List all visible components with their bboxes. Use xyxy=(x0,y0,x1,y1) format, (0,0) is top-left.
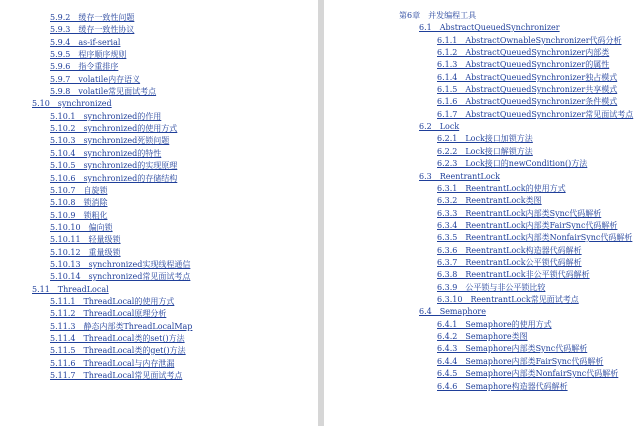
toc-subsection[interactable]: 5.9.6 指令重排序 xyxy=(50,62,119,71)
toc-section[interactable]: 6.4 Semaphore xyxy=(419,307,486,316)
toc-subsection[interactable]: 6.1.3 AbstractQueuedSynchronizer的属性 xyxy=(437,60,610,69)
toc-subsection[interactable]: 5.10.11 轻量级锁 xyxy=(50,235,121,244)
toc-subsection[interactable]: 5.9.5 程序顺序规则 xyxy=(50,50,127,59)
toc-subsection[interactable]: 5.10.5 synchronized的实现原理 xyxy=(50,161,178,170)
toc-subsection[interactable]: 5.11.3 静态内部类ThreadLocalMap xyxy=(50,322,193,331)
toc-subsection[interactable]: 5.10.6 synchronized的存储结构 xyxy=(50,174,178,183)
toc-subsection[interactable]: 6.2.1 Lock接口加锁方法 xyxy=(437,134,533,143)
toc-subsection[interactable]: 5.10.14 synchronized常见面试考点 xyxy=(50,272,191,281)
toc-subsection[interactable]: 6.4.6 Semaphore构造器代码解析 xyxy=(437,382,568,391)
toc-subsection[interactable]: 5.10.7 自旋锁 xyxy=(50,186,108,195)
toc-subsection[interactable]: 5.9.7 volatile内存语义 xyxy=(50,75,141,84)
toc-subsection[interactable]: 5.11.5 ThreadLocal类的get()方法 xyxy=(50,346,186,355)
toc-section[interactable]: 6.3 ReentrantLock xyxy=(419,172,500,181)
toc-subsection[interactable]: 5.9.3 缓存一致性协议 xyxy=(50,25,135,34)
toc-subsection[interactable]: 6.3.3 ReentrantLock内部类Sync代码解析 xyxy=(437,209,602,218)
toc-subsection[interactable]: 6.3.9 公平锁与非公平锁比较 xyxy=(437,283,546,292)
toc-subsection[interactable]: 6.1.1 AbstractOwnableSynchronizer代码分析 xyxy=(437,36,622,45)
toc-section[interactable]: 5.10 synchronized xyxy=(32,99,112,108)
toc-subsection[interactable]: 6.3.2 ReentrantLock类图 xyxy=(437,196,542,205)
toc-subsection[interactable]: 5.10.3 synchronized死锁问题 xyxy=(50,136,170,145)
toc-subsection[interactable]: 6.4.5 Semaphore内部类NonfairSync代码解析 xyxy=(437,369,619,378)
toc-subsection[interactable]: 6.2.3 Lock接口的newCondition()方法 xyxy=(437,159,588,168)
toc-subsection[interactable]: 5.10.8 锁消除 xyxy=(50,198,108,207)
toc-subsection[interactable]: 6.4.1 Semaphore的使用方式 xyxy=(437,320,552,329)
toc-subsection[interactable]: 6.1.7 AbstractQueuedSynchronizer常见面试考点 xyxy=(437,110,634,119)
toc-subsection[interactable]: 6.3.4 ReentrantLock内部类FairSync代码解析 xyxy=(437,221,618,230)
toc-subsection[interactable]: 6.1.6 AbstractQueuedSynchronizer条件模式 xyxy=(437,97,618,106)
toc-subsection[interactable]: 5.10.2 synchronized的使用方式 xyxy=(50,124,178,133)
toc-subsection[interactable]: 6.4.4 Semaphore内部类FairSync代码解析 xyxy=(437,357,604,366)
toc-subsection[interactable]: 6.1.2 AbstractQueuedSynchronizer内部类 xyxy=(437,48,610,57)
toc-subsection[interactable]: 5.10.1 synchronized的作用 xyxy=(50,112,162,121)
toc-chapter[interactable]: 第6章 并发编程工具 xyxy=(399,11,477,20)
toc-subsection[interactable]: 5.11.6 ThreadLocal与内存泄漏 xyxy=(50,359,175,368)
toc-subsection[interactable]: 6.3.6 ReentrantLock构造器代码解析 xyxy=(437,246,582,255)
toc-section[interactable]: 6.1 AbstractQueuedSynchronizer xyxy=(419,23,560,32)
toc-subsection[interactable]: 5.10.13 synchronized实现线程通信 xyxy=(50,260,191,269)
toc-subsection[interactable]: 6.4.2 Semaphore类图 xyxy=(437,332,528,341)
toc-subsection[interactable]: 5.9.4 as-if-serial xyxy=(50,38,121,47)
toc-subsection[interactable]: 6.4.3 Semaphore内部类Sync代码解析 xyxy=(437,344,588,353)
toc-subsection[interactable]: 6.2.2 Lock接口解锁方法 xyxy=(437,147,533,156)
toc-subsection[interactable]: 5.10.9 锁粗化 xyxy=(50,211,108,220)
toc-subsection[interactable]: 6.1.4 AbstractQueuedSynchronizer独占模式 xyxy=(437,73,618,82)
toc-subsection[interactable]: 5.10.12 重量级锁 xyxy=(50,248,121,257)
toc-subsection[interactable]: 5.10.4 synchronized的特性 xyxy=(50,149,162,158)
right-page xyxy=(324,0,640,426)
toc-subsection[interactable]: 5.11.2 ThreadLocal原理分析 xyxy=(50,309,167,318)
toc-subsection[interactable]: 6.3.5 ReentrantLock内部类NonfairSync代码解析 xyxy=(437,233,633,242)
toc-subsection[interactable]: 5.11.7 ThreadLocal常见面试考点 xyxy=(50,371,183,380)
toc-section[interactable]: 5.11 ThreadLocal xyxy=(32,285,109,294)
toc-subsection[interactable]: 6.3.1 ReentrantLock的使用方式 xyxy=(437,184,566,193)
toc-subsection[interactable]: 5.11.4 ThreadLocal类的set()方法 xyxy=(50,334,185,343)
toc-subsection[interactable]: 6.3.8 ReentrantLock非公平锁代码解析 xyxy=(437,270,590,279)
toc-subsection[interactable]: 6.3.7 ReentrantLock公平锁代码解析 xyxy=(437,258,582,267)
toc-subsection[interactable]: 5.9.2 缓存一致性问题 xyxy=(50,13,135,22)
toc-subsection[interactable]: 6.1.5 AbstractQueuedSynchronizer共享模式 xyxy=(437,85,618,94)
toc-subsection[interactable]: 5.11.1 ThreadLocal的使用方式 xyxy=(50,297,175,306)
left-page xyxy=(0,0,318,426)
toc-subsection[interactable]: 5.9.8 volatile常见面试考点 xyxy=(50,87,157,96)
toc-subsection[interactable]: 5.10.10 偏向锁 xyxy=(50,223,113,232)
toc-subsection[interactable]: 6.3.10 ReentrantLock常见面试考点 xyxy=(437,295,579,304)
toc-section[interactable]: 6.2 Lock xyxy=(419,122,460,131)
